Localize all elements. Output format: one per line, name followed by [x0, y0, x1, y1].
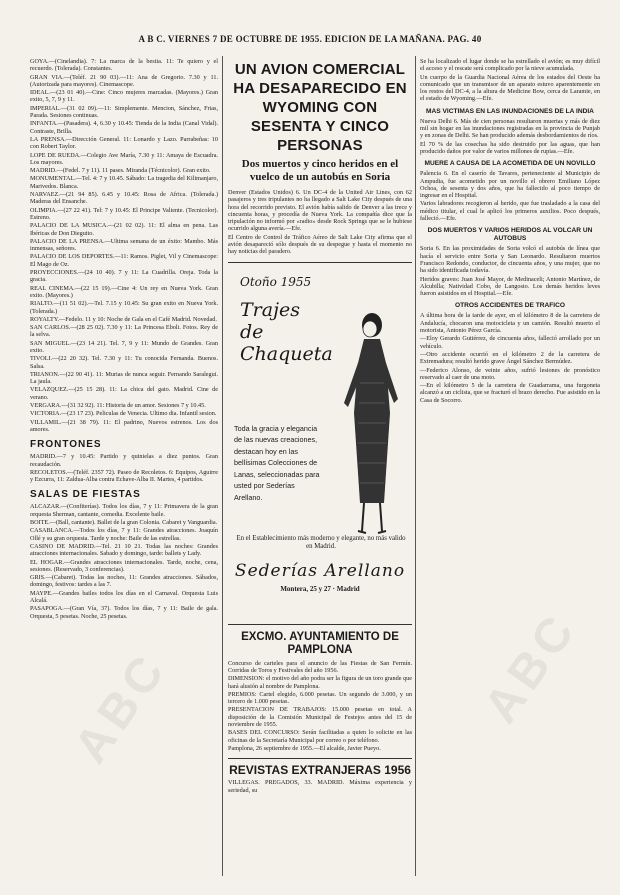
- listing: LA PRENSA.—Dirección General. 11: Lonardo y Lazo. Parrabeñas: 10 con Robert Taylor.: [30, 135, 218, 151]
- fashion-illustration: [324, 303, 412, 543]
- article-paragraph: —En el kilómetro 5 de la carretera de Guadarrama, una furgoneta alcanzó a un ciclista, que se fracturó el brazo derecho. Fue asistido en la Casa de Socorro.: [420, 382, 600, 404]
- article-paragraph: Heridos graves: Juan José Mayor, de Medinaceli; Antonio Martínez, de Alcubilla; Natividad Cobo, de Langosto. Los demás heridos leves fueron asistidos en el Hospital.—Efe.: [420, 275, 600, 298]
- listing: ROYALTY.—Fedelo. 11 y 10: Noche de Gala en el Café Madrid. Novedad.: [30, 315, 217, 323]
- listing: TRIANON.—(22 90 41). 11: Murias de nunca seguir. Fernando Saralegui. La jaula.: [30, 370, 218, 386]
- ad-season: Otoño 1955: [240, 274, 312, 289]
- listing: PALACIO DE LA PRENSA.—Ultima semana de un éxito: Mambo. Más inmensas, señores.: [30, 237, 218, 253]
- article-paragraph: Un cuerpo de la Guardia Nacional Aérea de los estados del Oeste ha comunicado que un transmisor de un aparato estuvo aparentemente en los restos del DC-4, a la altura de Medicine Bow, cerca de Laramie, en el estado de Wyoming.—Efe.: [420, 73, 600, 103]
- notice-paragraph: DIMENSION: el motivo del año podra ser la figura de un toro grande que hará alusión al nombre de Pamplona.: [228, 675, 412, 690]
- news-subhead: DOS MUERTOS Y VARIOS HERIDOS AL VOLCAR UN AUTOBUS: [427, 227, 593, 243]
- article-paragraph: —Federico Alonso, de veinte años, sufrió lesiones de pronóstico reservado al caer de una moto.: [420, 366, 600, 381]
- notice-paragraph: PRESENTACION DE TRABAJOS: 15.000 pesetas en total. A disposición de la Comisión Municipal de Festejos antes del 15 de noviembre de 1955.: [228, 706, 412, 729]
- ad-body: Toda la gracia y elegancia de las nuevas creaciones, destacan hoy en las bellísimas Colecciones de Lanas, seleccionadas para usted por Sederías Arellano.: [234, 423, 320, 502]
- article-headline: UN AVION COMERCIAL HA DESAPARECIDO EN WYOMING CON SESENTA Y CINCO PERSONAS: [233, 61, 407, 154]
- listing: IDEAL.—(23 01 40).—Cine: Cinco mujeres marcadas. (Mayores.) Gran exito, 5, 7, 9 y 11.: [30, 89, 218, 104]
- listing: SAN CARLOS.—(28 25 02). 7.30 y 11: La Princesa Eboli. Fotos. Rey de la selva.: [30, 324, 218, 339]
- article-subhead: Dos muertos y cinco heridos en el vuelco de un autobús en Soria: [241, 158, 399, 183]
- ad-address: Montera, 25 y 27 · Madrid: [280, 584, 360, 593]
- listing: VICTORIA.—(23 17 23). Peliculas de Venecia. Ultimo dia. Infantil sesion.: [30, 410, 217, 418]
- listing: RIALTO.—(11 51 02).—Tel. 7.15 y 10.45: Su gran exito en Nueva York. (Tolerada.): [30, 300, 218, 315]
- listing: OLIMPIA.—(27 22 41). Tel: 7 y 10.45: El Principe Valiente. (Tecnicolor). Estreno.: [30, 206, 218, 221]
- ad-title: Trajes de Chaqueta: [240, 298, 333, 365]
- listing: REAL CINEMA.—(22 15 19).—Cine 4: Un rey en Nueva York. Gran exito. (Mayores.): [30, 284, 218, 299]
- listing: CASINO DE MADRID.—Tel. 21 10 21. Todas las noches: Grandes atracciones internacionales. Sabado y domingo, tarde: ballets y Lady.: [30, 542, 218, 558]
- notice-title: EXCMO. AYUNTAMIENTO DE PAMPLONA: [241, 630, 399, 656]
- listing: PALACIO DE LOS DEPORTES.—11: Ramos. Piglet, Vil y Cinemascope: El Mago de Oz.: [30, 253, 218, 268]
- fashion-advertisement: [228, 262, 412, 625]
- listing: BOITE.—(Ball, cantante). Ballet de la gran Colonia. Cabaret y Vanguardia.: [30, 519, 218, 527]
- notice-paragraph: BASES DEL CONCURSO: Serán facilitadas a quien lo solicite en las oficinas de la Secretaría Municipal por correo o por teléfono.: [228, 729, 412, 744]
- article-paragraph: Denver (Estados Unidos) 6. Un DC-4 de la United Air Lines, con 62 pasajeros y tres tripulantes no ha llegado a Salt Lake City después de una hora del recorrido previsto. El avión había salido de Denver a las trece y cincuenta horas, y procedía de Nueva York. La compañía dice que la tripulación no informó por «radio» desde Rock Springs que se le hubiese ocurrido alguna avería.—Efe.: [228, 189, 412, 233]
- notice-paragraph: PREMIOS: Cartel elegido, 6.000 pesetas. Un segundo de 3.000, y un tercero de 1.000 pesetas.: [228, 690, 412, 706]
- listing: VILLAMIL.—(21 38 79). 11: El padrino, Nuevos estrenos. Los dos amores.: [30, 418, 218, 433]
- news-subhead: MUERE A CAUSA DE LA ACOMETIDA DE UN NOVILLO: [424, 160, 596, 168]
- column-divider-1: [222, 56, 223, 876]
- article-paragraph: El 70 % de las cosechas ha sido destruido por las aguas, que han producido daños por valor de varios millones de rupias.—Efe.: [420, 140, 600, 155]
- listing: GRIS.—(Cabaret). Todas las noches, 11: Grandes atracciones. Sábados, domingo, festivos: tardes a las 7.: [30, 574, 218, 589]
- revistas-text: VILLEGAS. PREGADOS, 33. MADRID. Máxima experiencia y seriedad, su: [228, 779, 412, 794]
- listing: TIVOLI.—(22 20 32). Tel. 7.30 y 11: Tu conocida Fernanda. Buenos. Salsa.: [30, 355, 218, 370]
- listing: SAN MIGUEL.—(23 14 21). Tel. 7, 9 y 11: Mundo de Grandes. Gran exito.: [30, 339, 218, 354]
- revistas-title: REVISTAS EXTRANJERAS 1956: [228, 758, 412, 777]
- listing: VERGARA.—(31 32 92). 11: Historia de un amor. Sesiones 7 y 10.45.: [30, 402, 206, 410]
- article-paragraph: El Centro de Control de Tráfico Aéreo de Salt Lake City afirma que el avión desapareció sólo después de su despegue y hasta el momento no hay noticias del paradero.: [228, 233, 412, 256]
- article-paragraph: Soria 6. En las proximidades de Soria volcó el autobús de línea que hacía el servicio entre Soria y San Leonardo. Resultaron muertos Francisco Redondo, conductor, de cincuenta años, y una mujer, que no ha sido identificada todavía.: [420, 245, 600, 275]
- column-divider-2: [415, 56, 416, 876]
- listing: PROYECCIONES.—(24 10 40). 7 y 11: La Cuadrilla. Oreja. Toda la gracia.: [30, 269, 218, 284]
- listing: MAYPE.—Grandes bailes todos los días en el Carnaval. Orquesta Luis Alcalá.: [30, 589, 218, 604]
- listing: INFANTA.—(Pasadera). 4, 6.30 y 10.45: Tienda de la India (Canal Vidal). Contraste, Brilla.: [30, 120, 218, 135]
- listing: MADRID.—7 y 10.45: Partido y quinielas a diez puntos. Gran recaudación.: [30, 453, 218, 468]
- article-paragraph: Nueva Delhi 6. Más de cien personas resultaron muertas y más de diez mil sin hogar en las inundaciones registradas en la provincia de Punjab y en zonas de Delhi. Se han producido además desbordamientos de ríos.: [420, 117, 600, 140]
- article-paragraph: A última hora de la tarde de ayer, en el kilómetro 8 de la carretera de Andalucía, chocaron una motocicleta y un camión. Resultó muerto el motorista, Antonio Pérez García.: [420, 312, 600, 335]
- cinema-listings: [30, 58, 218, 433]
- listing: VELAZQUEZ.—(25 15 28). 11: La chica del gato. Madrid. Cine de verano.: [30, 386, 218, 401]
- listing: GRAN VIA.—(Teléf. 21 90 03).—11: Ana de Gregorio. 7.30 y 11. (Autorizada para mayores). Cinemascope.: [30, 73, 218, 88]
- article-paragraph: Palencia 6. En el caserío de Tavares, perteneciente al Municipio de Ampudia, fue acometido por un novillo el obrero Emiliano López Ochoa, de sesenta y dos años, que ha fallecido al poco tiempo de ingresar en el Hospital.: [420, 170, 600, 200]
- page-header: A B C. VIERNES 7 DE OCTUBRE DE 1955. EDICION DE LA MAÑANA. PAG. 40: [138, 34, 482, 44]
- article-paragraph: Varios labradores recogieron al herido, que fue trasladado a la casa del médico titular, el cual le aplicó los primeros auxilios. Poco después, falleció.—Efe.: [420, 200, 600, 223]
- listing: PALACIO DE LA MUSICA.—(21 02 02). 11: El alma en pena. Las Ibéricas de Don Dieguito.: [30, 222, 218, 237]
- article-paragraph: —Eloy Gerardo Gutiérrez, de cincuenta años, falleció arrollado por un vehículo.: [420, 335, 600, 350]
- column-news: [420, 58, 600, 878]
- ad-footer: En el Establecimiento más moderno y elegante, no más valido en Madrid.: [236, 534, 406, 550]
- listing: MADRID.—(Fedel. 7 y 11). 11 pases. Miranda (Técnicolor). Gran exito.: [30, 167, 211, 175]
- listing: LOPE DE RUEDA.—Colegio Ave María, 7.30 y 11: Amaya de Escuadra. Los mayores.: [30, 151, 218, 166]
- listing: PASAPOGA.—(Gran Vía, 37). Todos los días, 7 y 11: Baile de gala. Orquesta, 5 pesetas. Noche, 25 pesetas.: [30, 605, 218, 620]
- listing: ALCAZAR.—(Confiterías). Todos los días, 7 y 11: Primavera de la gran orquesta Sherman, cantante, comedia. Excelente baile.: [30, 503, 218, 518]
- article-paragraph: —Otro accidente ocurrió en el kilómetro 2 de la carretera de Extremadura; resultó herido grave Ángel Sánchez Bermúdez.: [420, 350, 600, 366]
- notice-paragraph: Concurso de carteles para el anuncio de las Fiestas de San Fermín. Corridas de Toros y Festivales del año 1956.: [228, 659, 412, 674]
- listing: IMPERIAL.—(31 02 09).—11: Simplemente. Mencion, Sánchez, Frias, Parada. Sesiones continuas.: [30, 104, 218, 120]
- listing: MONUMENTAL.—Tel. 4: 7 y 10.45. Sábado: La tragedia del Kilimanjaro, Marivedos. Blanca.: [30, 175, 218, 190]
- column-listings: [30, 58, 218, 878]
- listing: GOYA.—(Cinelandia). 7: La marca de la bestia. 11: Te quiero y el recuerdo. (Tolerada). Constantes.: [30, 58, 218, 73]
- section-title-frontones: FRONTONES: [30, 439, 102, 451]
- listing: EL HOGAR.—Grandes atracciones internacionales. Tarde, noche, cena, sesiones. (Reservado, 3 conferencias).: [30, 558, 218, 573]
- article-paragraph: Se ha localizado el lugar donde se ha estrellado el avión; es muy difícil el acceso y el rescate será complicado por la nieve acumulada.: [420, 58, 600, 73]
- watermark: ABC: [474, 602, 588, 733]
- listing: NARVAEZ.—(21 94 85). 6.45 y 10.45: Rosa de Africa. (Tolerada.) Maderas del Ensanche.: [30, 191, 218, 206]
- notice-paragraph: Pamplona, 26 septiembre de 1955.—El alcalde, Javier Pueyo.: [228, 744, 381, 752]
- ad-brand: Sederías Arellano: [234, 560, 406, 581]
- news-subhead: MAS VICTIMAS EN LAS INUNDACIONES DE LA INDIA: [426, 107, 594, 115]
- listing: CASABLANCA.—Todos los días, 7 y 11: Grandes atracciones. Joaquín Ollé y su gran orquesta. Tarde y noche: Baile de las estrellas.: [30, 527, 218, 542]
- news-subhead: OTROS ACCIDENTES DE TRAFICO: [454, 302, 566, 310]
- listing: RECOLETOS.—(Teléf. 2357 72). Paseo de Recoletos. 6: Equipos, Aguirre y Ezcurra, 11: Zaldua-Alba contra Echave-Alba II. Martes, 4 partidos.: [30, 468, 218, 484]
- column-center: [228, 58, 412, 878]
- watermark: ABC: [64, 642, 178, 773]
- section-title-salas: SALAS DE FIESTAS: [30, 489, 141, 501]
